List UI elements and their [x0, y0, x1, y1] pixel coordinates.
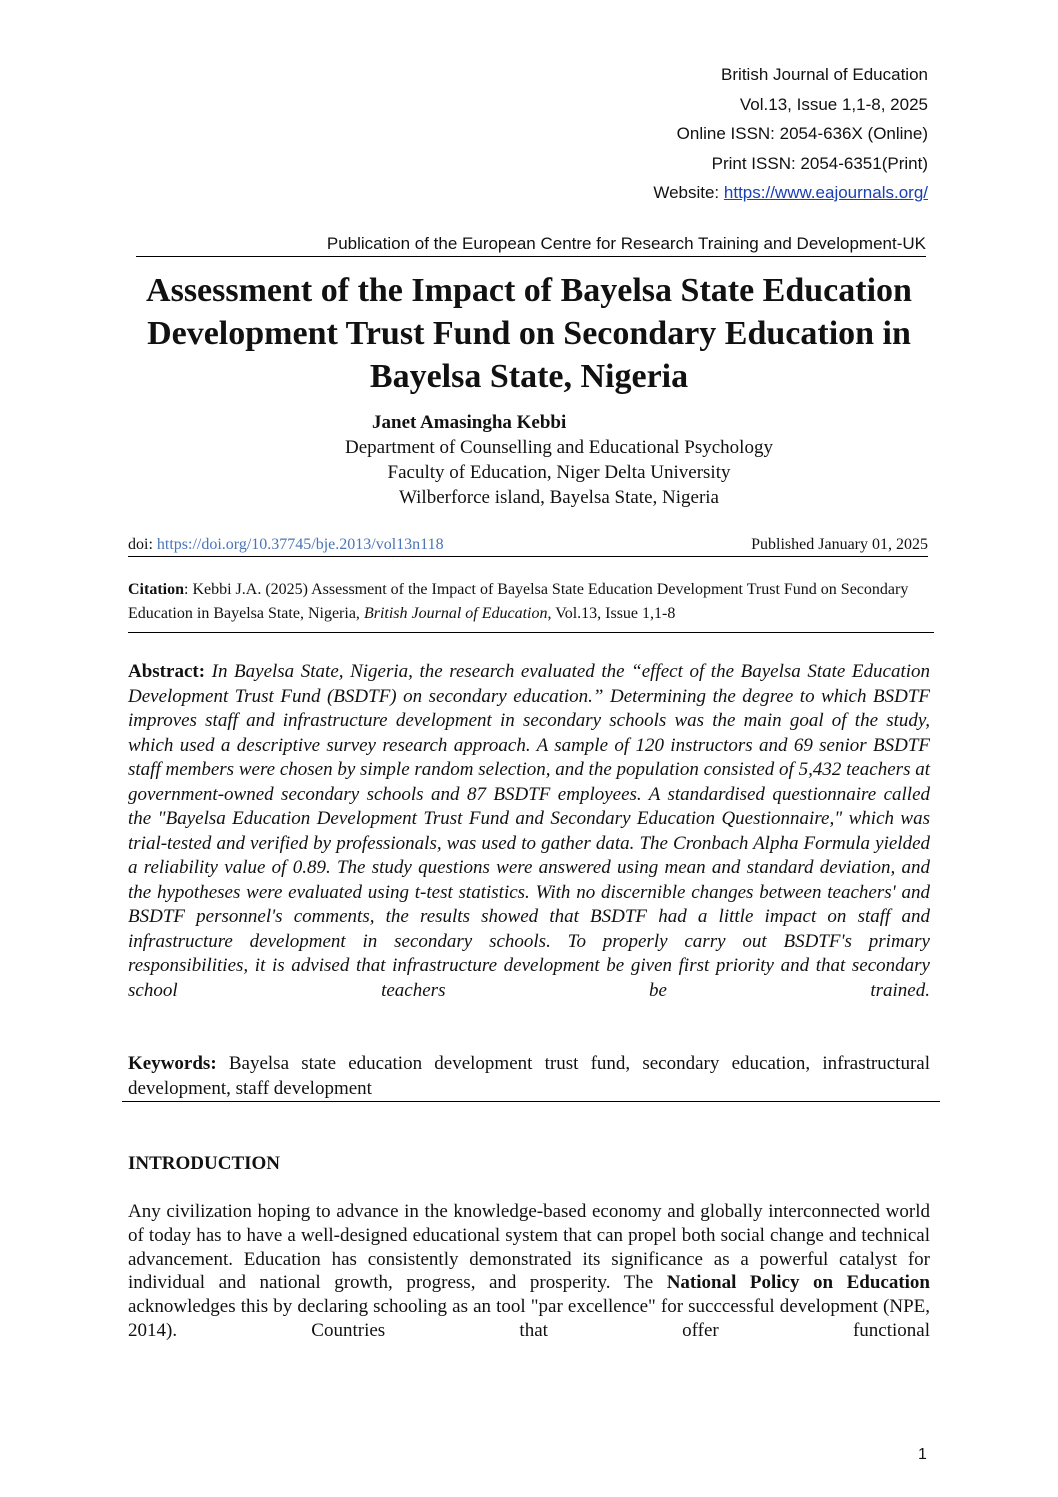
doi-link[interactable]: https://doi.org/10.37745/bje.2013/vol13n118: [156, 536, 444, 553]
journal-name: British Journal of Education: [721, 65, 928, 84]
author-faculty: Faculty of Education, Niger Delta University: [387, 462, 731, 483]
paper-title: Assessment of the Impact of Bayelsa State Education Development Trust Fund on Secondary Education in Bayelsa State, Nigeria: [146, 272, 912, 395]
intro-text: Any civilization hoping to advance in the knowledge-based economy and globally interconnected world of today has to have a well-designed educational system that can propel both social change and technical advancement. Education has consistently demonstrated its significance as a powerful catalyst for individual and national growth, progress, and prosperity. The: [128, 1201, 930, 1294]
author-name: Janet Amasingha Kebbi: [372, 412, 567, 433]
author-block: [130, 410, 928, 510]
print-issn: Print ISSN: 2054-6351(Print): [711, 153, 928, 173]
divider: [122, 1101, 940, 1102]
citation-journal: British Journal of Education: [363, 605, 548, 622]
doi-label: doi:: [128, 536, 157, 553]
website-label: Website:: [653, 183, 724, 202]
abstract-text: In Bayelsa State, Nigeria, the research evaluated the “effect of the Bayelsa State Education Development Trust Fund (BSDTF) on secondary education.” Determining the degree to which BSDTF improves staff and infrastructure development in secondary schools was the main goal of the study, which used a descriptive survey research approach. A sample of 120 instructors and 69 senior BSDTF staff members were chosen by simple random selection, and the population consisted of 5,432 teachers at government-owned secondary schools and 87 BSDTF employees. A standardised questionnaire called the "Bayelsa Education Development Trust Fund and Secondary Education Questionnaire," which was trial-tested and verified by professionals, was used to gather data. The Cronbach Alpha Formula yielded a reliability value of 0.89. The study questions were answered using mean and standard deviation, and the hypotheses were evaluated using t-test statistics. With no discernible changes between teachers' and BSDTF personnel's comments, the results showed that BSDTF had a little impact on staff and infrastructure development in secondary schools. To properly carry out BSDTF's primary responsibilities, it is advised that infrastructure development be given first priority and that secondary school teachers be trained.: [128, 661, 930, 1001]
abstract-label: Abstract: [128, 661, 199, 682]
doi: [128, 534, 444, 556]
author-department: Department of Counselling and Educational Psychology: [345, 437, 773, 458]
publisher-line: Publication of the European Centre for Research Training and Development-UK: [136, 232, 926, 257]
divider: [128, 632, 934, 633]
intro-bold: National Policy on Education: [666, 1272, 930, 1294]
website-link[interactable]: https://www.eajournals.org/: [723, 183, 928, 202]
page-number: 1: [918, 1446, 927, 1463]
citation: [128, 578, 930, 626]
website-line: [128, 178, 928, 208]
introduction-paragraph: [128, 1200, 930, 1343]
author-location: Wilberforce island, Bayelsa State, Nigeria: [398, 487, 719, 508]
online-issn: Online ISSN: 2054-636X (Online): [676, 124, 928, 143]
section-heading: INTRODUCTION: [128, 1153, 281, 1174]
doi-row: [128, 534, 928, 557]
journal-volume: Vol.13, Issue 1,1-8, 2025: [739, 94, 928, 114]
abstract: Abstract: In Bayelsa State, Nigeria, the research evaluated the “effect of the Bayelsa State Education Development Trust Fund (BSDTF) on secondary education.” Determining the degree to which BSDTF improves staff and infrastructure development in secondary schools was the main goal of the study, which used a descriptive survey research approach. A sample of 120 instructors and 69 senior BSDTF staff members were chosen by simple random selection, and the population consisted of 5,432 teachers at government-owned secondary schools and 87 BSDTF employees. A standardised questionnaire called the "Bayelsa Education Development Trust Fund and Secondary Education Questionnaire," which was trial-tested and verified by professionals, was used to gather data. The Cronbach Alpha Formula yielded a reliability value of 0.89. The study questions were answered using mean and standard deviation, and the hypotheses were evaluated using t-test statistics. With no discernible changes between teachers' and BSDTF personnel's comments, the results showed that BSDTF had a little impact on staff and infrastructure development in secondary schools. To properly carry out BSDTF's primary responsibilities, it is advised that infrastructure development be given first priority and that secondary school teachers be trained.: [128, 661, 930, 1001]
citation-text: : Kebbi J.A. (2025) Assessment of the Impact of Bayelsa State Education Development Trust Fund on Secondary Education in Bayelsa State, Nigeria,: [128, 581, 909, 622]
keywords-label: Keywords:: [128, 1053, 217, 1074]
citation-tail: , Vol.13, Issue 1,1-8: [547, 605, 676, 622]
keywords-text: Bayelsa state education development trust fund, secondary education, infrastructural development, staff development: [128, 1053, 930, 1099]
intro-text-cont: acknowledges this by declaring schooling as an tool "par excellence" for succcessful development (NPE, 2014). Countries that offer functional: [128, 1296, 930, 1341]
journal-header: [128, 60, 928, 208]
citation-label: Citation: [128, 581, 184, 598]
keywords: [128, 1052, 930, 1101]
published-date: Published January 01, 2025: [751, 536, 928, 553]
